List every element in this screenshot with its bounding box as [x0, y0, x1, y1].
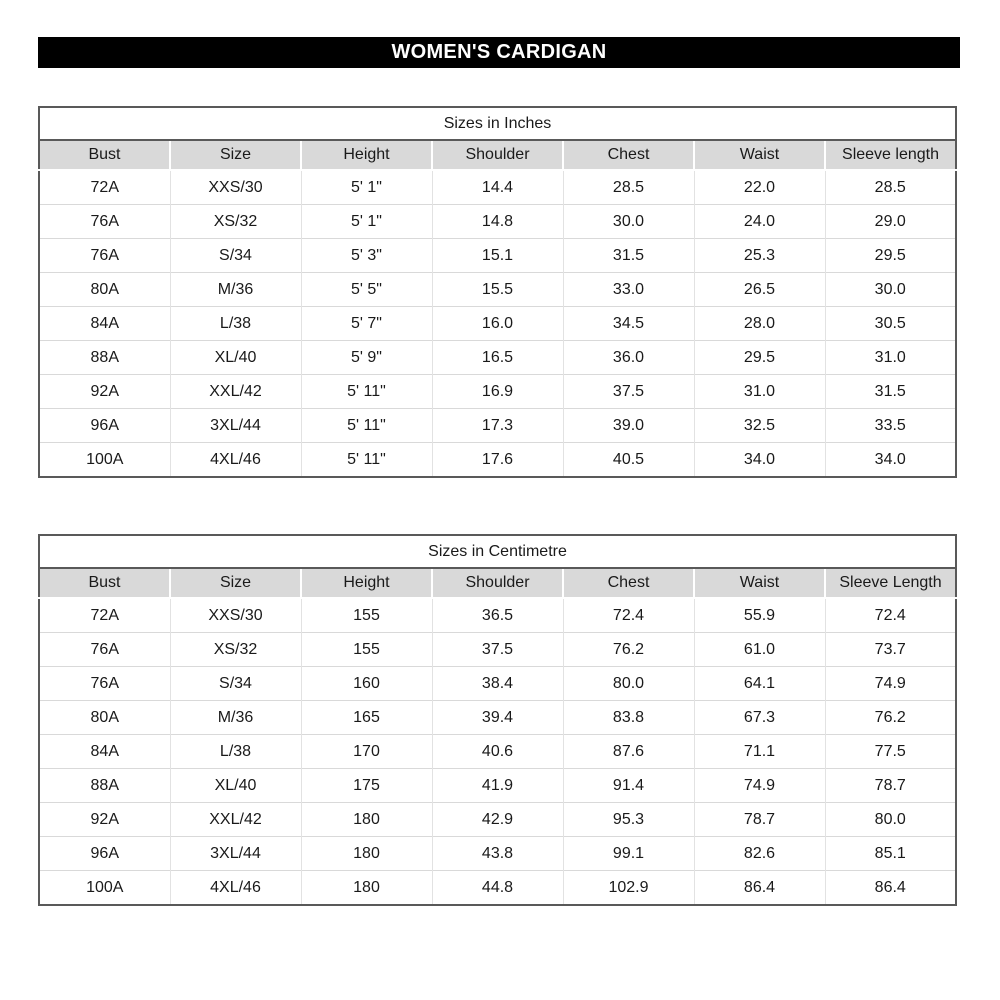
table-cell: 76.2 [563, 633, 694, 667]
table-cell: 16.5 [432, 341, 563, 375]
table-cell: 72A [39, 598, 170, 633]
column-header: Shoulder [432, 140, 563, 170]
table-cell: 84A [39, 735, 170, 769]
table-cell: 17.6 [432, 443, 563, 478]
table-row [39, 239, 956, 273]
column-header: Chest [563, 568, 694, 598]
table-cell: 64.1 [694, 667, 825, 701]
column-header: Size [170, 140, 301, 170]
table-cell: 43.8 [432, 837, 563, 871]
table-cell: 80A [39, 701, 170, 735]
table-cell: 30.5 [825, 307, 956, 341]
table-cell: 72.4 [563, 598, 694, 633]
table-cell: 73.7 [825, 633, 956, 667]
centimetre-table-section [38, 534, 957, 906]
table-cell: 80.0 [825, 803, 956, 837]
table-row [39, 341, 956, 375]
table-row [39, 443, 956, 478]
column-header: Shoulder [432, 568, 563, 598]
page-title: WOMEN'S CARDIGAN [391, 41, 607, 63]
table-row [39, 701, 956, 735]
table-title: Sizes in Inches [39, 107, 956, 140]
table-row [39, 409, 956, 443]
table-title: Sizes in Centimetre [39, 535, 956, 568]
table-cell: 34.0 [825, 443, 956, 478]
table-cell: 100A [39, 443, 170, 478]
table-cell: 92A [39, 803, 170, 837]
table-cell: 80.0 [563, 667, 694, 701]
table-cell: 28.5 [563, 170, 694, 205]
table-cell: 44.8 [432, 871, 563, 906]
table-cell: 4XL/46 [170, 443, 301, 478]
table-cell: 39.0 [563, 409, 694, 443]
column-header: Sleeve length [825, 140, 956, 170]
table-cell: 26.5 [694, 273, 825, 307]
table-cell: 76A [39, 633, 170, 667]
table-cell: 30.0 [563, 205, 694, 239]
table-cell: 38.4 [432, 667, 563, 701]
table-cell: XS/32 [170, 633, 301, 667]
table-row [39, 837, 956, 871]
table-cell: 74.9 [825, 667, 956, 701]
table-cell: 31.0 [825, 341, 956, 375]
table-cell: 86.4 [694, 871, 825, 906]
table-cell: 180 [301, 871, 432, 906]
table-cell: S/34 [170, 667, 301, 701]
table-cell: 34.5 [563, 307, 694, 341]
table-cell: 31.5 [825, 375, 956, 409]
table-cell: XXS/30 [170, 170, 301, 205]
table-cell: 24.0 [694, 205, 825, 239]
table-row [39, 170, 956, 205]
table-cell: 17.3 [432, 409, 563, 443]
table-cell: 96A [39, 837, 170, 871]
table-cell: 5' 1" [301, 205, 432, 239]
table-cell: 76A [39, 239, 170, 273]
table-cell: 155 [301, 598, 432, 633]
table-cell: 32.5 [694, 409, 825, 443]
table-cell: 5' 1" [301, 170, 432, 205]
table-cell: 36.0 [563, 341, 694, 375]
table-cell: XL/40 [170, 769, 301, 803]
table-cell: 83.8 [563, 701, 694, 735]
table-cell: 37.5 [432, 633, 563, 667]
table-cell: M/36 [170, 701, 301, 735]
table-cell: 5' 5" [301, 273, 432, 307]
table-cell: 165 [301, 701, 432, 735]
table-cell: 95.3 [563, 803, 694, 837]
table-cell: XL/40 [170, 341, 301, 375]
table-cell: 55.9 [694, 598, 825, 633]
column-header: Waist [694, 568, 825, 598]
size-table [38, 534, 957, 906]
size-table [38, 106, 957, 478]
table-cell: 175 [301, 769, 432, 803]
table-cell: 15.1 [432, 239, 563, 273]
table-cell: 80A [39, 273, 170, 307]
table-cell: 5' 7" [301, 307, 432, 341]
table-cell: 76A [39, 667, 170, 701]
table-cell: 61.0 [694, 633, 825, 667]
table-cell: 88A [39, 341, 170, 375]
table-cell: 29.5 [825, 239, 956, 273]
column-header: Chest [563, 140, 694, 170]
table-cell: 5' 9" [301, 341, 432, 375]
table-cell: 72A [39, 170, 170, 205]
table-cell: 25.3 [694, 239, 825, 273]
table-row [39, 871, 956, 906]
table-cell: 102.9 [563, 871, 694, 906]
table-cell: 180 [301, 803, 432, 837]
table-cell: S/34 [170, 239, 301, 273]
table-cell: 4XL/46 [170, 871, 301, 906]
table-cell: 33.0 [563, 273, 694, 307]
table-cell: 16.9 [432, 375, 563, 409]
table-cell: 88A [39, 769, 170, 803]
column-header: Bust [39, 140, 170, 170]
table-cell: 155 [301, 633, 432, 667]
table-cell: 82.6 [694, 837, 825, 871]
table-cell: 78.7 [825, 769, 956, 803]
table-row [39, 205, 956, 239]
table-cell: 180 [301, 837, 432, 871]
table-cell: 91.4 [563, 769, 694, 803]
table-cell: 85.1 [825, 837, 956, 871]
title-banner [38, 37, 960, 68]
table-cell: 67.3 [694, 701, 825, 735]
table-cell: 3XL/44 [170, 409, 301, 443]
table-cell: 28.0 [694, 307, 825, 341]
table-cell: 76.2 [825, 701, 956, 735]
table-cell: 170 [301, 735, 432, 769]
table-row [39, 803, 956, 837]
table-row [39, 598, 956, 633]
table-cell: M/36 [170, 273, 301, 307]
table-cell: 76A [39, 205, 170, 239]
table-cell: XXS/30 [170, 598, 301, 633]
inches-table-section [38, 106, 957, 478]
table-cell: XXL/42 [170, 803, 301, 837]
table-cell: 37.5 [563, 375, 694, 409]
table-cell: 31.0 [694, 375, 825, 409]
table-cell: 5' 11" [301, 375, 432, 409]
table-cell: 33.5 [825, 409, 956, 443]
column-header: Height [301, 568, 432, 598]
table-cell: 84A [39, 307, 170, 341]
table-cell: 29.0 [825, 205, 956, 239]
table-cell: 14.4 [432, 170, 563, 205]
table-cell: XXL/42 [170, 375, 301, 409]
table-cell: 86.4 [825, 871, 956, 906]
table-cell: 36.5 [432, 598, 563, 633]
table-cell: 71.1 [694, 735, 825, 769]
column-header: Size [170, 568, 301, 598]
table-cell: 42.9 [432, 803, 563, 837]
table-cell: 92A [39, 375, 170, 409]
table-cell: 5' 11" [301, 443, 432, 478]
table-row [39, 273, 956, 307]
table-cell: 77.5 [825, 735, 956, 769]
table-cell: 96A [39, 409, 170, 443]
table-cell: 22.0 [694, 170, 825, 205]
table-cell: 87.6 [563, 735, 694, 769]
table-cell: 99.1 [563, 837, 694, 871]
table-cell: 34.0 [694, 443, 825, 478]
column-header: Sleeve Length [825, 568, 956, 598]
table-cell: 3XL/44 [170, 837, 301, 871]
table-row [39, 633, 956, 667]
table-cell: 31.5 [563, 239, 694, 273]
table-cell: L/38 [170, 735, 301, 769]
table-cell: 5' 11" [301, 409, 432, 443]
table-cell: XS/32 [170, 205, 301, 239]
table-row [39, 375, 956, 409]
table-cell: 14.8 [432, 205, 563, 239]
column-header: Waist [694, 140, 825, 170]
table-cell: 39.4 [432, 701, 563, 735]
table-cell: 5' 3" [301, 239, 432, 273]
table-cell: 15.5 [432, 273, 563, 307]
table-row [39, 667, 956, 701]
table-cell: 40.6 [432, 735, 563, 769]
column-header: Bust [39, 568, 170, 598]
table-row [39, 307, 956, 341]
table-cell: 16.0 [432, 307, 563, 341]
table-cell: 78.7 [694, 803, 825, 837]
table-row [39, 735, 956, 769]
table-row [39, 769, 956, 803]
table-cell: 160 [301, 667, 432, 701]
table-cell: 40.5 [563, 443, 694, 478]
table-cell: 72.4 [825, 598, 956, 633]
table-cell: 74.9 [694, 769, 825, 803]
table-cell: 29.5 [694, 341, 825, 375]
table-cell: 41.9 [432, 769, 563, 803]
table-cell: L/38 [170, 307, 301, 341]
table-cell: 28.5 [825, 170, 956, 205]
column-header: Height [301, 140, 432, 170]
table-cell: 100A [39, 871, 170, 906]
table-cell: 30.0 [825, 273, 956, 307]
